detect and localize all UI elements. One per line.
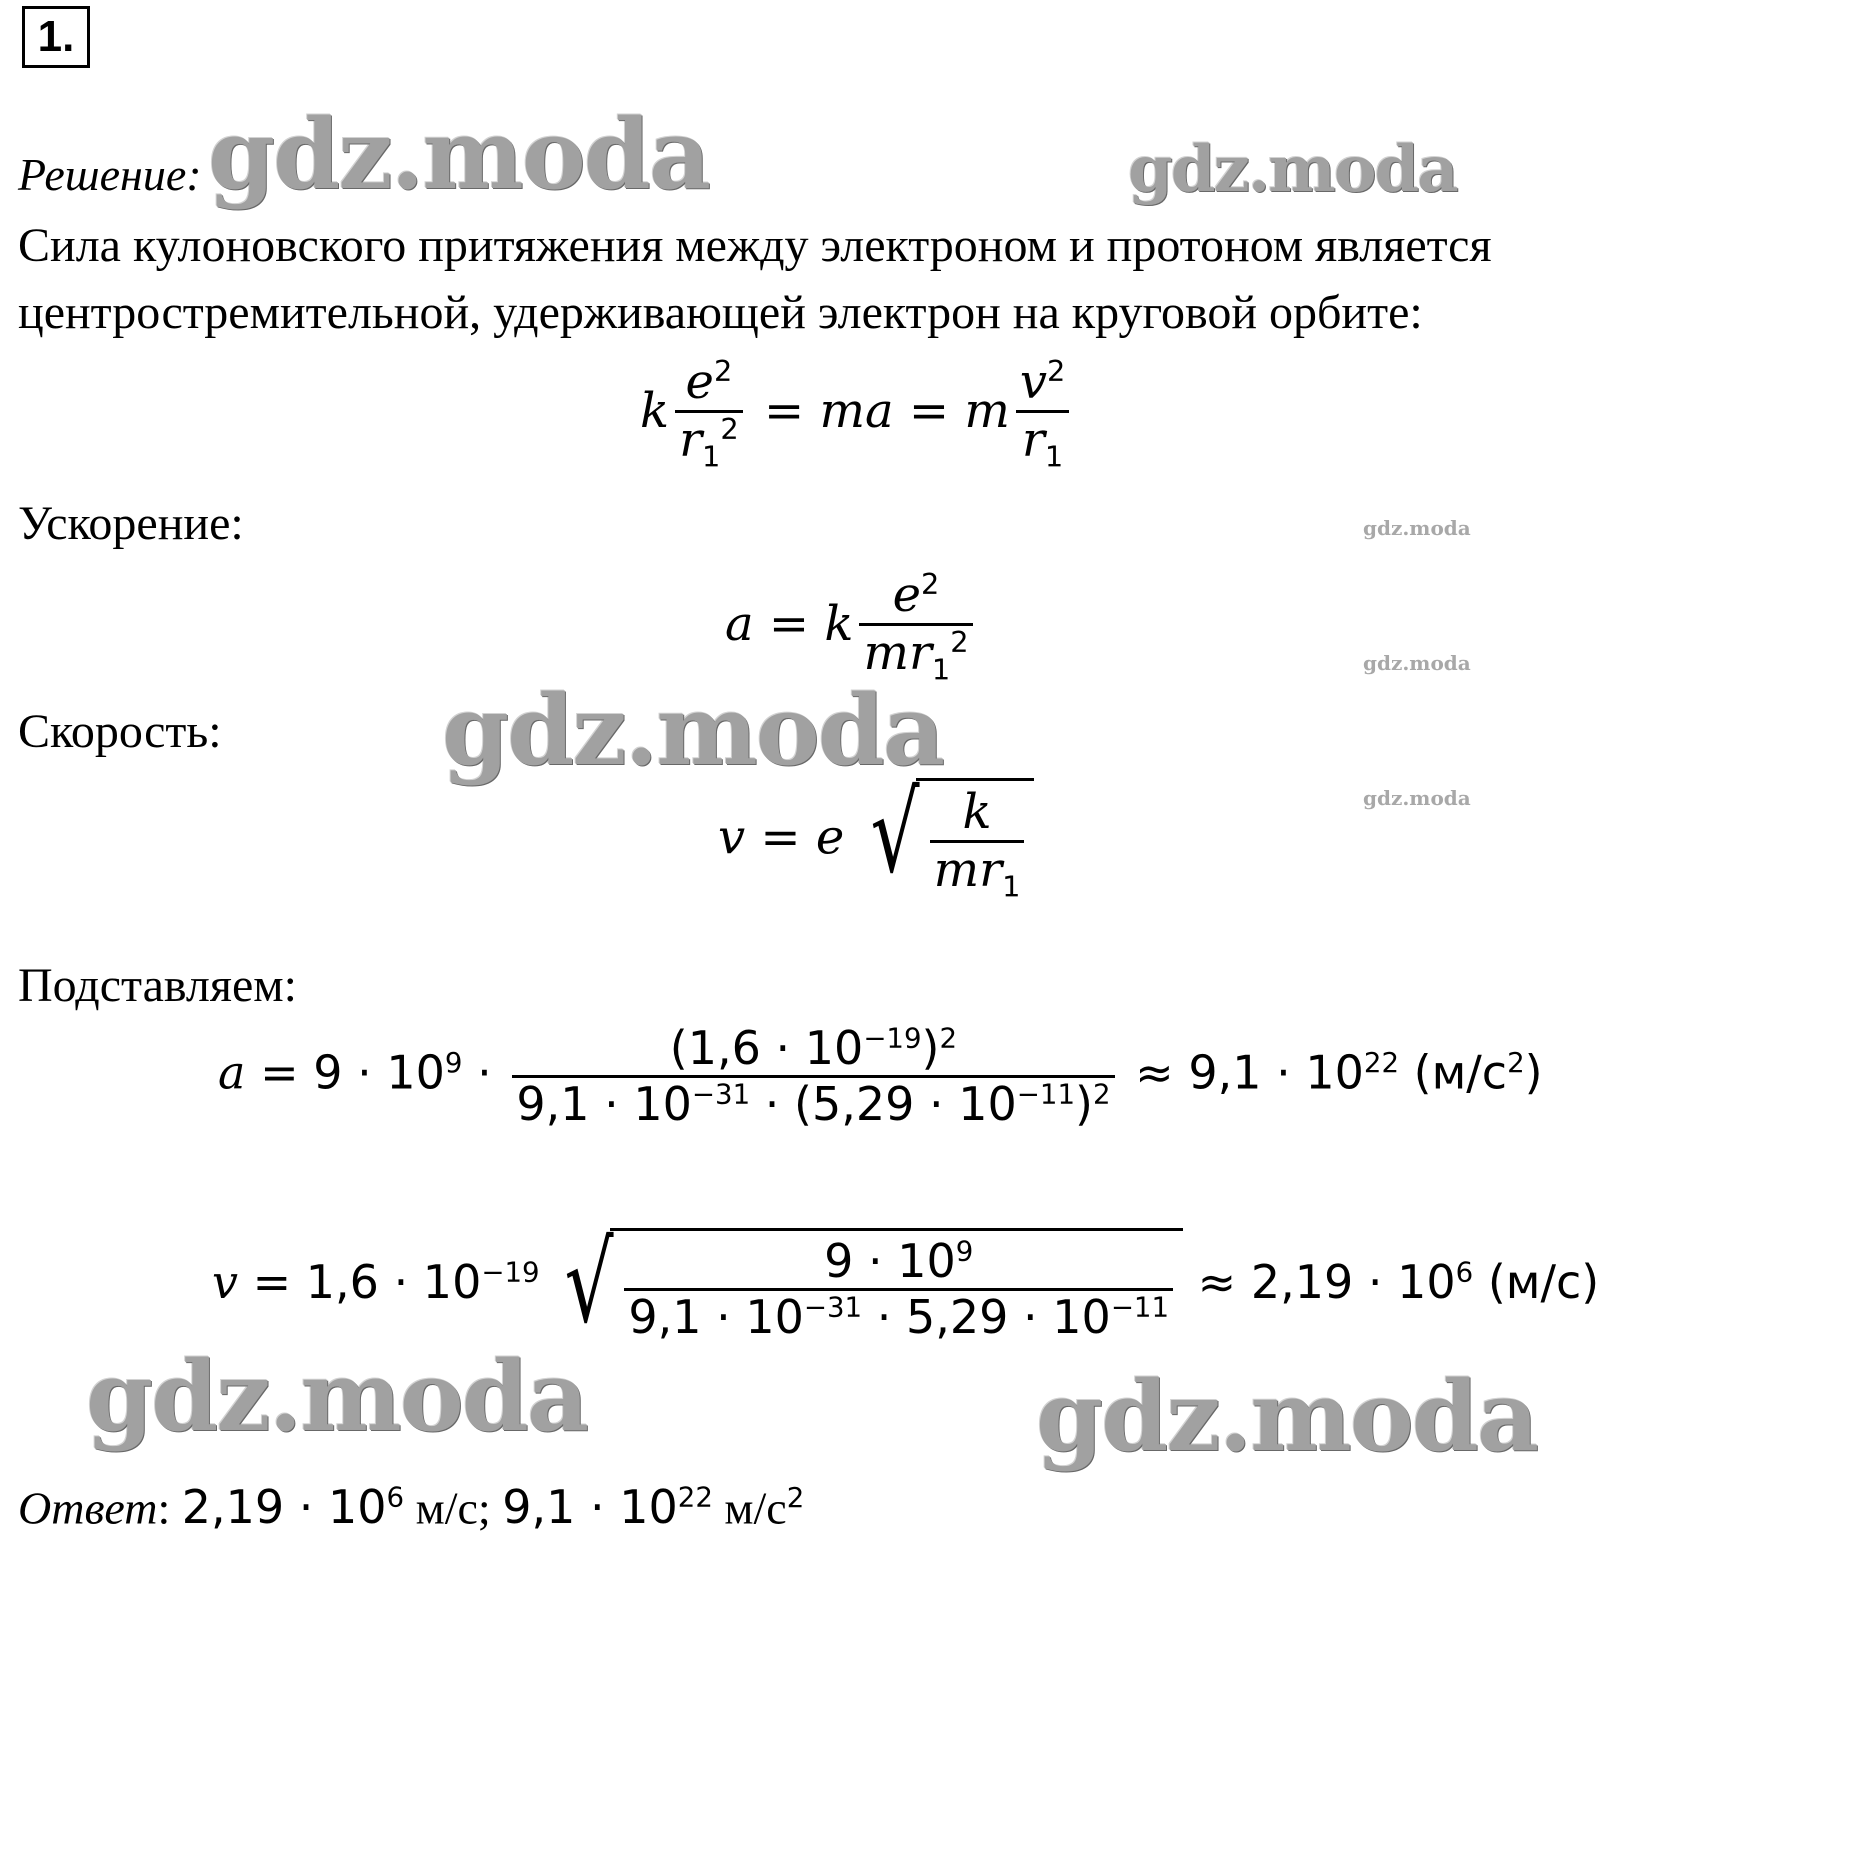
answer-velocity: $2,19 \cdot 10^6$	[181, 1480, 405, 1535]
acceleration-formula: a = k $\frac{e^2}{mr_1^2}$	[725, 568, 979, 687]
solution-label: Решение:	[18, 149, 202, 200]
acceleration-calculation: $a = 9 \cdot 10^9$ · $\frac{(1,6 \cdot 10^{-19})^2}{9,1 \cdot 10^{-31} \cdot (5,29 \cdot 10^{-11})^2}$ ≈ $9,1 \cdot 10^{22}$ $(м/с^2)$	[218, 1021, 1543, 1131]
watermark-logo: gdz.moda	[86, 1340, 588, 1453]
problem-number: 1.	[22, 6, 90, 68]
watermark-logo: gdz.moda	[1036, 1360, 1538, 1473]
substitute-label: Подставляем:	[18, 959, 297, 1012]
paragraph-line-2: центростремительной, удерживающей электрон на круговой орбите:	[18, 286, 1423, 339]
watermark-small: gdz.moda	[1363, 516, 1471, 540]
watermark-logo: gdz.moda	[1128, 132, 1457, 207]
answer-label: Ответ	[18, 1482, 158, 1534]
answer-acceleration: $9,1 \cdot 10^{22}$	[502, 1480, 713, 1535]
watermark-logo: gdz.moda	[442, 674, 944, 787]
velocity-formula: v = e √ $\frac{k}{mr_1}$	[718, 778, 1034, 904]
acceleration-label: Ускорение:	[18, 497, 244, 550]
watermark-small: gdz.moda	[1363, 786, 1471, 810]
velocity-label: Скорость:	[18, 705, 222, 758]
answer-line: Ответ: $2,19 \cdot 10^6$ м/с; $9,1 \cdot 10^{22}$ $м/с^2$	[18, 1480, 805, 1535]
paragraph-line-1: Сила кулоновского притяжения между электроном и протоном является	[18, 219, 1492, 272]
watermark-small: gdz.moda	[1363, 651, 1471, 675]
velocity-calculation: $v = 1,6 \cdot 10^{-19}$ √ $\frac{9 \cdot 10^9}{9,1 \cdot 10^{-31} \cdot 5,29 \cdot 10^{-11}}$ ≈ $2,19 \cdot 10^6$ (м/с)	[212, 1219, 1600, 1347]
force-balance-equation: k $\frac{e^2}{r_1^2}$ = ma = m $\frac{v^2}{r_1}$	[640, 355, 1075, 474]
watermark-logo: gdz.moda	[208, 98, 710, 211]
